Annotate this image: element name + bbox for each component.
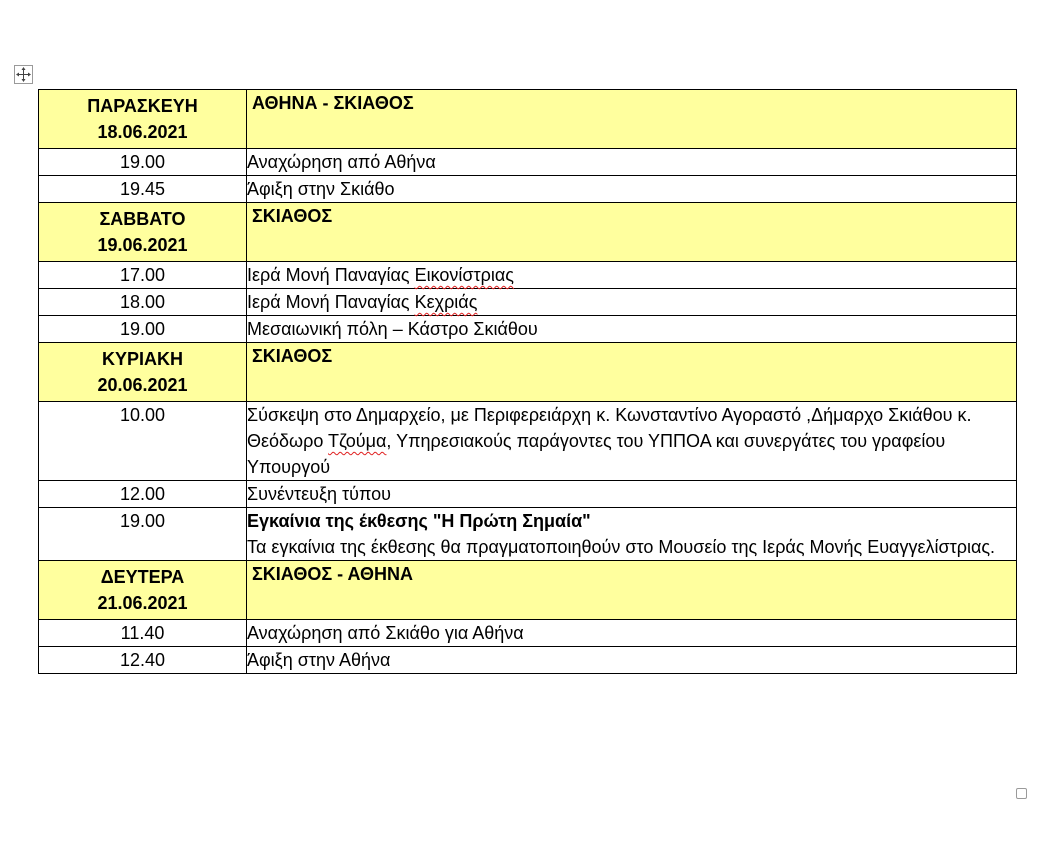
- event-row: [39, 149, 1017, 176]
- day-header-row: [39, 203, 1017, 262]
- event-time: 12.40: [39, 647, 247, 674]
- day-weekday: ΚΥΡΙΑΚΗ: [101, 349, 183, 369]
- table-move-handle[interactable]: [14, 65, 33, 84]
- day-header-row: [39, 561, 1017, 620]
- day-date: 19.06.2021: [97, 235, 188, 255]
- day-route: ΣΚΙΑΘΟΣ: [247, 203, 1017, 262]
- event-row: [39, 508, 1017, 561]
- day-date: 20.06.2021: [97, 375, 188, 395]
- event-row: [39, 481, 1017, 508]
- event-time: 18.00: [39, 289, 247, 316]
- event-row: [39, 262, 1017, 289]
- event-row: [39, 620, 1017, 647]
- event-text: [247, 402, 1017, 481]
- day-route: ΣΚΙΑΘΟΣ: [247, 343, 1017, 402]
- event-text: Αναχώρηση από Σκιάθο για Αθήνα: [247, 620, 1017, 647]
- day-weekday: ΣΑΒΒΑΤΟ: [99, 209, 186, 229]
- event-time: 12.00: [39, 481, 247, 508]
- spellcheck-word[interactable]: Τζούμα: [328, 431, 387, 451]
- day-route: ΑΘΗΝΑ - ΣΚΙΑΘΟΣ: [247, 90, 1017, 149]
- event-text-part: Ιερά Μονή Παναγίας: [247, 292, 415, 312]
- move-arrows-icon: [15, 66, 32, 83]
- event-text-part: , Υπηρεσιακούς παράγοντες του ΥΠΠΟΑ και συνεργάτες του γραφείου Υπουργού: [247, 431, 946, 477]
- event-time: 19.45: [39, 176, 247, 203]
- event-time: 19.00: [39, 316, 247, 343]
- day-date: 18.06.2021: [97, 122, 188, 142]
- spellcheck-word[interactable]: Κεχριάς: [414, 292, 478, 312]
- event-description: Τα εγκαίνια της έκθεσης θα πραγματοποιηθούν στο Μουσείο της Ιεράς Μονής Ευαγγελίστριας.: [247, 537, 996, 557]
- event-time: 17.00: [39, 262, 247, 289]
- event-text: Άφιξη στην Σκιάθο: [247, 176, 1017, 203]
- day-cell: [39, 90, 247, 149]
- event-row: [39, 402, 1017, 481]
- event-time: 10.00: [39, 402, 247, 481]
- schedule-table: [38, 89, 1017, 674]
- day-date: 21.06.2021: [97, 593, 188, 613]
- day-header-row: [39, 90, 1017, 149]
- event-text: Μεσαιωνική πόλη – Κάστρο Σκιάθου: [247, 316, 1017, 343]
- event-text-part: Ιερά Μονή Παναγίας: [247, 265, 415, 285]
- event-row: [39, 316, 1017, 343]
- day-cell: [39, 561, 247, 620]
- spellcheck-word[interactable]: Εικονίστριας: [414, 265, 514, 285]
- event-text: Συνέντευξη τύπου: [247, 481, 1017, 508]
- table-resize-handle[interactable]: [1016, 788, 1027, 799]
- event-title: Εγκαίνια της έκθεσης "Η Πρώτη Σημαία": [247, 511, 591, 531]
- event-row: [39, 176, 1017, 203]
- event-text: Αναχώρηση από Αθήνα: [247, 149, 1017, 176]
- event-row: [39, 647, 1017, 674]
- event-text-part: Σύσκεψη στο Δημαρχείο, με Περιφερειάρχη κ. Κωνσταντίνο Αγοραστό ,Δήμαρχο Σκιάθου κ. Θεόδωρο: [247, 405, 972, 451]
- event-text: [247, 289, 1017, 316]
- day-weekday: ΔΕΥΤΕΡΑ: [100, 567, 185, 587]
- event-time: 11.40: [39, 620, 247, 647]
- event-text: [247, 262, 1017, 289]
- day-header-row: [39, 343, 1017, 402]
- day-route: ΣΚΙΑΘΟΣ - ΑΘΗΝΑ: [247, 561, 1017, 620]
- day-cell: [39, 203, 247, 262]
- event-text: Άφιξη στην Αθήνα: [247, 647, 1017, 674]
- event-text: [247, 508, 1017, 561]
- day-weekday: ΠΑΡΑΣΚΕΥΗ: [87, 96, 198, 116]
- day-cell: [39, 343, 247, 402]
- event-row: [39, 289, 1017, 316]
- event-time: 19.00: [39, 149, 247, 176]
- event-time: 19.00: [39, 508, 247, 561]
